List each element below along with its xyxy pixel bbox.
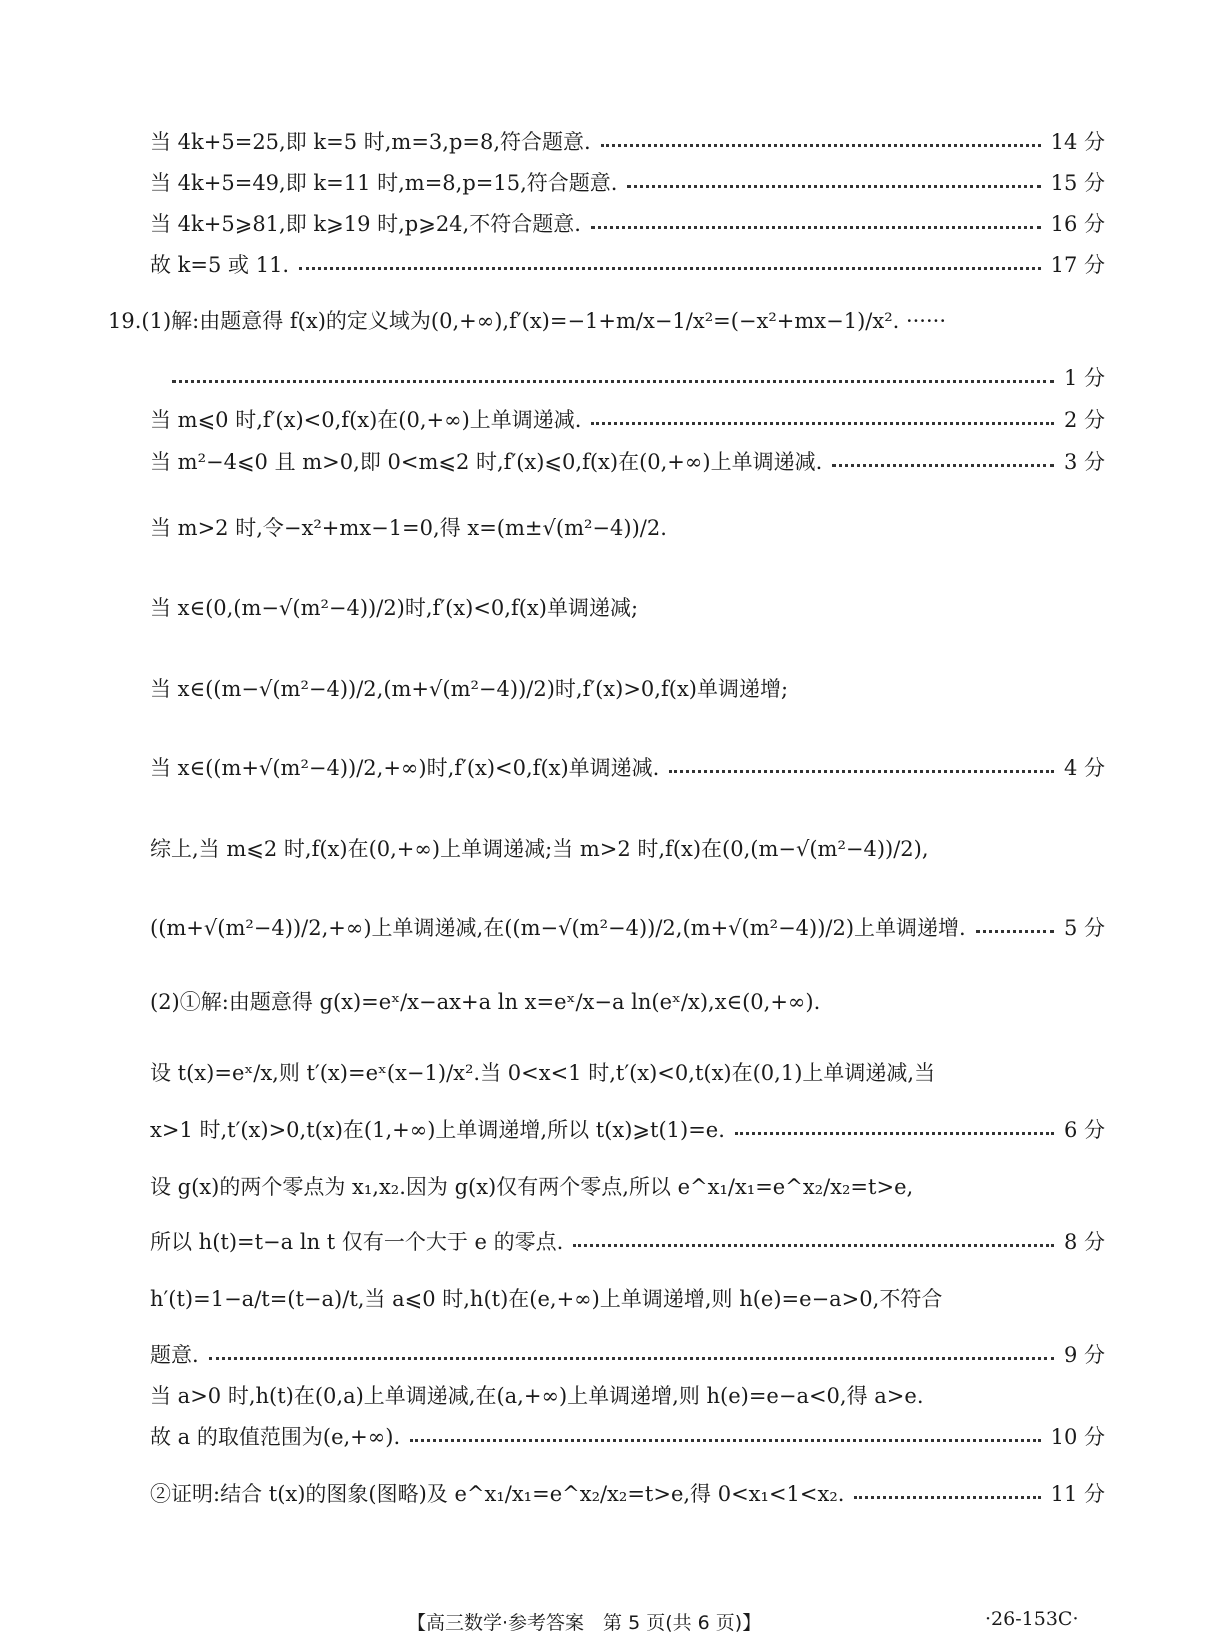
answer-line: [150, 1226, 1105, 1256]
score-label: 9 分: [1063, 1343, 1105, 1367]
answer-line: [150, 167, 1105, 197]
dot-leader: [627, 185, 1040, 188]
score-label: 15 分: [1050, 171, 1105, 195]
answer-line: [150, 208, 1105, 238]
answer-line: [150, 912, 1105, 942]
math-line: 当 m>2 时,令−x²+mx−1=0,得 x=(m±√(m²−4))/2.: [150, 516, 667, 540]
score-label: 17 分: [1050, 253, 1105, 277]
score-label: 14 分: [1050, 130, 1105, 154]
math-line: 当 a>0 时,h(t)在(0,a)上单调递减,在(a,+∞)上单调递增,则 h(e)=e−a<0,得 a>e.: [150, 1384, 924, 1408]
score-label: 16 分: [1050, 212, 1105, 236]
answer-line: [150, 446, 1105, 476]
dot-leader: [172, 380, 1054, 383]
dot-leader: [832, 464, 1054, 467]
line-text: 当 4k+5=25,即 k=5 时,m=3,p=8,符合题意.: [150, 130, 591, 154]
answer-line: [162, 362, 1105, 392]
score-label: 2 分: [1063, 408, 1105, 432]
answer-line: [150, 1421, 1105, 1451]
math-line: 当 x∈((m−√(m²−4))/2,(m+√(m²−4))/2)时,f′(x)>0,f(x)单调递增;: [150, 677, 789, 701]
dot-leader: [299, 267, 1040, 270]
dot-leader: [976, 930, 1054, 933]
line-text: 当 4k+5⩾81,即 k⩾19 时,p⩾24,不符合题意.: [150, 212, 581, 236]
dot-leader: [209, 1357, 1054, 1360]
score-label: 1 分: [1063, 366, 1105, 390]
answer-line: [150, 752, 1105, 782]
line-text: 当 4k+5=49,即 k=11 时,m=8,p=15,符合题意.: [150, 171, 618, 195]
score-label: 5 分: [1063, 916, 1105, 940]
line-text: 当 x∈((m+√(m²−4))/2,+∞)时,f′(x)<0,f(x)单调递减.: [150, 756, 660, 780]
answer-line: [150, 1478, 1105, 1508]
line-text: 当 m²−4⩽0 且 m>0,即 0<m⩽2 时,f′(x)⩽0,f(x)在(0,+∞)上单调递减.: [150, 450, 823, 474]
dot-leader: [669, 770, 1054, 773]
answer-line: [150, 1339, 1105, 1369]
footer-code: ·26-153C·: [985, 1608, 1079, 1630]
line-text: ②证明:结合 t(x)的图象(图略)及 e^x₁/x₁=e^x₂/x₂=t>e,得 0<x₁<1<x₂.: [150, 1482, 845, 1506]
math-line: 设 t(x)=eˣ/x,则 t′(x)=eˣ(x−1)/x².当 0<x<1 时,t′(x)<0,t(x)在(0,1)上单调递减,当: [150, 1061, 936, 1085]
math-line: 设 g(x)的两个零点为 x₁,x₂.因为 g(x)仅有两个零点,所以 e^x₁/x₁=e^x₂/x₂=t>e,: [150, 1175, 914, 1199]
score-label: 11 分: [1050, 1482, 1105, 1506]
math-line: h′(t)=1−a/t=(t−a)/t,当 a⩽0 时,h(t)在(e,+∞)上单调递增,则 h(e)=e−a>0,不符合: [150, 1287, 943, 1311]
math-line: 综上,当 m⩽2 时,f(x)在(0,+∞)上单调递减;当 m>2 时,f(x)在(0,(m−√(m²−4))/2),: [150, 837, 929, 861]
score-label: 4 分: [1063, 756, 1105, 780]
line-text: x>1 时,t′(x)>0,t(x)在(1,+∞)上单调递增,所以 t(x)⩾t(1)=e.: [150, 1118, 725, 1142]
dot-leader: [573, 1244, 1054, 1247]
dot-leader: [735, 1132, 1054, 1135]
question-19-header: 19.(1)解:由题意得 f(x)的定义域为(0,+∞),f′(x)=−1+m/x−1/x²=(−x²+mx−1)/x². ······: [108, 309, 947, 333]
line-text: 故 k=5 或 11.: [150, 253, 290, 277]
score-label: 10 分: [1050, 1425, 1105, 1449]
line-text: 所以 h(t)=t−a ln t 仅有一个大于 e 的零点.: [150, 1230, 564, 1254]
dot-leader: [591, 422, 1053, 425]
dot-leader: [854, 1496, 1040, 1499]
dot-leader: [410, 1439, 1040, 1442]
line-text: 当 m⩽0 时,f′(x)<0,f(x)在(0,+∞)上单调递减.: [150, 408, 582, 432]
score-label: 3 分: [1063, 450, 1105, 474]
math-line: 当 x∈(0,(m−√(m²−4))/2)时,f′(x)<0,f(x)单调递减;: [150, 596, 639, 620]
dot-leader: [601, 144, 1041, 147]
answer-line: [150, 1114, 1105, 1144]
dot-leader: [591, 226, 1041, 229]
score-label: 6 分: [1063, 1118, 1105, 1142]
answer-line: [150, 126, 1105, 156]
footer-title: 【高三数学·参考答案 第 5 页(共 6 页)】: [407, 1612, 762, 1634]
line-text: ((m+√(m²−4))/2,+∞)上单调递减,在((m−√(m²−4))/2,(m+√(m²−4))/2)上单调递增.: [150, 916, 966, 940]
score-label: 8 分: [1063, 1230, 1105, 1254]
line-text: 故 a 的取值范围为(e,+∞).: [150, 1425, 401, 1449]
math-line: (2)①解:由题意得 g(x)=eˣ/x−ax+a ln x=eˣ/x−a ln(eˣ/x),x∈(0,+∞).: [150, 990, 821, 1014]
answer-line: [150, 404, 1105, 434]
line-text: 题意.: [150, 1343, 199, 1367]
answer-line: [150, 249, 1105, 279]
